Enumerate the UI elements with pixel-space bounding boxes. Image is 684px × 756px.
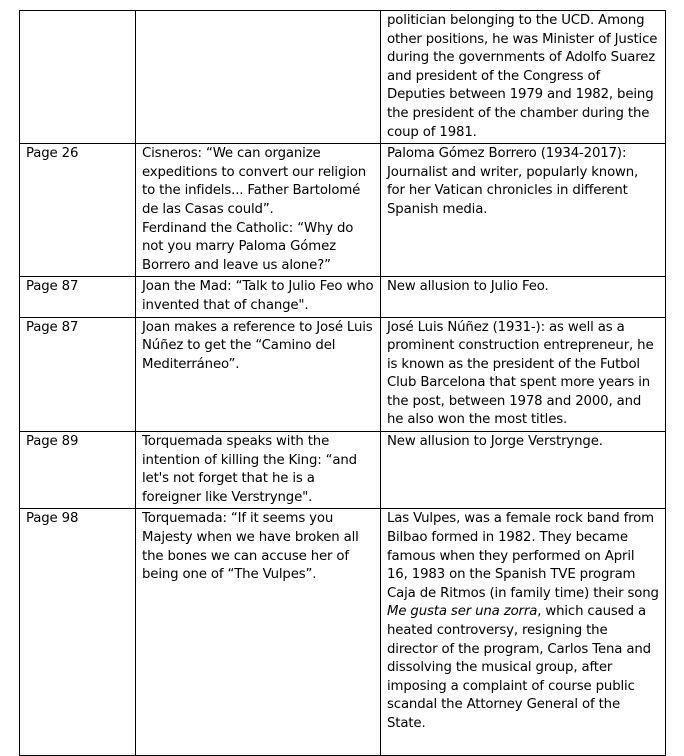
page-cell	[20, 11, 136, 144]
quote-cell	[136, 509, 381, 756]
page-cell: Page 26	[20, 144, 136, 277]
page-cell: Page 87	[20, 317, 136, 432]
table-row	[20, 11, 666, 144]
note-cell	[381, 509, 666, 756]
page-cell: Page 98	[20, 509, 136, 756]
quote-paragraph: Joan makes a reference to José Luis Núñez to get the “Camino del Mediterráneo”.	[142, 319, 373, 372]
quote-paragraph: Joan the Mad: “Talk to Julio Feo who invented that of change".	[142, 279, 374, 313]
quote-cell	[136, 144, 381, 277]
note-text: , which caused a heated controversy, resigning the director of the program, Carlos Tena and dissolving the musical group, after imposing a complaint of course public scandal the Attorney General of the State.	[387, 604, 651, 731]
quote-paragraph: Cisneros: “We can organize expeditions to convert our religion to the infidels... Father Bartolomé de las Casas could”.	[142, 146, 367, 217]
note-text: Las Vulpes, was a female rock band from Bilbao formed in 1982. They became famous when they performed on April 16, 1983 on the Spanish TVE program Caja de Ritmos (in family time) their song	[387, 511, 659, 601]
note-cell: New allusion to Julio Feo.	[381, 277, 666, 317]
table-row	[20, 432, 666, 509]
quote-cell	[136, 432, 381, 509]
table-row	[20, 144, 666, 277]
song-title: Me gusta ser una zorra	[387, 604, 538, 620]
note-cell: Paloma Gómez Borrero (1934-2017): Journalist and writer, popularly known, for her Vatican chronicles in different Spanish media.	[381, 144, 666, 277]
table-row	[20, 317, 666, 432]
page-cell: Page 89	[20, 432, 136, 509]
quote-cell	[136, 11, 381, 144]
page-cell: Page 87	[20, 277, 136, 317]
quote-cell	[136, 277, 381, 317]
note-cell: New allusion to Jorge Verstrynge.	[381, 432, 666, 509]
note-cell: José Luis Núñez (1931-): as well as a prominent construction entrepreneur, he is known as the president of the Futbol Club Barcelona that spent more years in the post, between 1978 and 2000, and he also won the most titles.	[381, 317, 666, 432]
quote-paragraph: Torquemada speaks with the intention of killing the King: “and let's not forget that he is a foreigner like Verstrynge".	[142, 434, 357, 505]
table-row	[20, 509, 666, 756]
quote-paragraph: Ferdinand the Catholic: “Why do not you marry Paloma Gómez Borrero and leave us alone?”	[142, 220, 354, 273]
note-cell: politician belonging to the UCD. Among other positions, he was Minister of Justice during the governments of Adolfo Suarez and president of the Congress of Deputies between 1979 and 1982, being the president of the chamber during the coup of 1981.	[381, 11, 666, 144]
table-row	[20, 277, 666, 317]
quote-paragraph: Torquemada: “If it seems you Majesty when we have broken all the bones we can accuse her of being one of “The Vulpes”.	[142, 511, 359, 583]
references-table	[19, 10, 666, 756]
quote-cell	[136, 317, 381, 432]
